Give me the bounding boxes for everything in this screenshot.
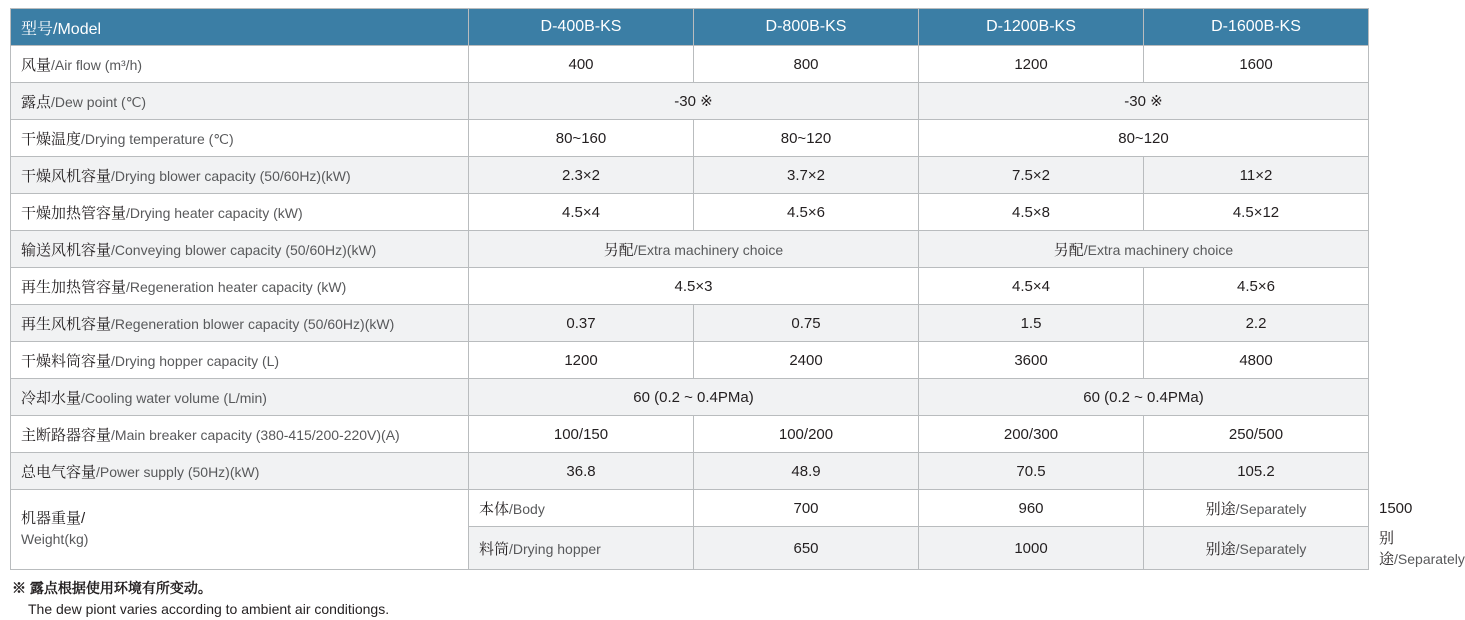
table-cell bbox=[469, 231, 919, 268]
row-label bbox=[11, 342, 469, 379]
weight-sub-cn: 本体 bbox=[479, 500, 510, 518]
value-text: 800 bbox=[793, 55, 819, 73]
row-label bbox=[11, 120, 469, 157]
header-label-en: /Model bbox=[53, 20, 102, 38]
table-cell bbox=[1144, 416, 1369, 453]
value-cn: 别途 bbox=[1205, 500, 1236, 518]
row-label-cn: 主断路器容量 bbox=[21, 426, 112, 444]
value-text: 2.3×2 bbox=[562, 166, 600, 184]
row-label-cn: 露点 bbox=[21, 93, 52, 111]
specification-table bbox=[10, 8, 1465, 570]
row-label bbox=[11, 231, 469, 268]
weight-cell bbox=[919, 490, 1144, 527]
value-text: 0.37 bbox=[566, 314, 596, 332]
table-cell bbox=[919, 416, 1144, 453]
value-text: 36.8 bbox=[566, 462, 596, 480]
footnote-cn: ※ 露点根据使用环境有所变动。 bbox=[12, 580, 212, 596]
value-en: /Extra machinery choice bbox=[633, 241, 784, 258]
weight-sub-en: /Drying hopper bbox=[509, 540, 601, 557]
row-label-en: /Dew point (℃) bbox=[51, 93, 147, 110]
value-text: 4.5×12 bbox=[1232, 203, 1280, 221]
table-cell bbox=[469, 305, 694, 342]
table-cell bbox=[694, 194, 919, 231]
table-row bbox=[11, 379, 1369, 416]
table-cell bbox=[469, 46, 694, 83]
table-cell bbox=[694, 46, 919, 83]
table-cell bbox=[694, 120, 919, 157]
value-text: 11×2 bbox=[1239, 166, 1273, 184]
table-cell bbox=[919, 120, 1369, 157]
row-label bbox=[11, 157, 469, 194]
weight-sub-cn: 料筒 bbox=[479, 540, 510, 558]
value-text: 1500 bbox=[1379, 499, 1413, 517]
row-label-cn: 干燥加热管容量 bbox=[21, 204, 127, 222]
weight-label-en: Weight(kg) bbox=[21, 530, 89, 547]
row-label-en: /Regeneration heater capacity (kW) bbox=[126, 278, 347, 295]
row-label-cn: 干燥温度 bbox=[21, 130, 82, 148]
value-text: 400 bbox=[568, 55, 594, 73]
value-en: /Extra machinery choice bbox=[1083, 241, 1234, 258]
header-model-2: D-800B-KS bbox=[694, 9, 919, 46]
table-cell bbox=[1144, 268, 1369, 305]
table-cell bbox=[1144, 46, 1369, 83]
row-label bbox=[11, 305, 469, 342]
weight-sub-label bbox=[469, 490, 694, 527]
footnote-en: The dew piont varies according to ambient air conditiongs. bbox=[28, 601, 390, 617]
table-cell bbox=[919, 453, 1144, 490]
value-text: 700 bbox=[793, 499, 819, 517]
table-cell bbox=[469, 416, 694, 453]
value-text: 4.5×4 bbox=[562, 203, 600, 221]
value-text: 48.9 bbox=[791, 462, 821, 480]
row-label-cn: 干燥料筒容量 bbox=[21, 352, 112, 370]
table-cell bbox=[694, 342, 919, 379]
value-text: 100/200 bbox=[778, 425, 834, 443]
row-label-en: /Conveying blower capacity (50/60Hz)(kW) bbox=[111, 241, 377, 258]
row-label bbox=[11, 453, 469, 490]
table-cell bbox=[919, 157, 1144, 194]
table-row bbox=[11, 194, 1369, 231]
table-cell bbox=[919, 305, 1144, 342]
table-row bbox=[11, 120, 1369, 157]
table-row bbox=[11, 157, 1369, 194]
table-cell bbox=[919, 268, 1144, 305]
row-label-en: /Drying temperature (℃) bbox=[81, 130, 234, 147]
weight-label-cn: 机器重量/ bbox=[21, 510, 86, 528]
table-cell bbox=[919, 231, 1369, 268]
row-label-en: /Drying heater capacity (kW) bbox=[126, 204, 303, 221]
value-text: 1.5 bbox=[1020, 314, 1042, 332]
table-header-row bbox=[11, 9, 1369, 46]
table-cell bbox=[919, 342, 1144, 379]
table-row bbox=[11, 83, 1369, 120]
value-en: /Separately bbox=[1235, 540, 1307, 557]
table-cell bbox=[469, 83, 919, 120]
row-label-cn: 冷却水量 bbox=[21, 389, 82, 407]
row-label-en: /Drying hopper capacity (L) bbox=[111, 352, 280, 369]
table-cell bbox=[919, 83, 1369, 120]
table-row bbox=[11, 268, 1369, 305]
value-text: 80~120 bbox=[780, 129, 832, 147]
value-text: 3600 bbox=[1014, 351, 1048, 369]
value-text: 4.5×6 bbox=[1237, 277, 1275, 295]
weight-cell bbox=[919, 527, 1144, 570]
value-text: 1000 bbox=[1014, 539, 1048, 557]
header-label-cn: 型号 bbox=[21, 20, 54, 38]
value-text: 250/500 bbox=[1228, 425, 1284, 443]
table-row bbox=[11, 46, 1369, 83]
value-text: 2400 bbox=[789, 351, 823, 369]
value-text: 105.2 bbox=[1237, 462, 1275, 480]
table-cell bbox=[1144, 157, 1369, 194]
row-label bbox=[11, 46, 469, 83]
row-label-en: /Regeneration blower capacity (50/60Hz)(kW) bbox=[111, 315, 395, 332]
table-cell bbox=[919, 379, 1369, 416]
value-text: 100/150 bbox=[553, 425, 609, 443]
value-en: /Separately bbox=[1235, 500, 1307, 517]
table-cell bbox=[1144, 453, 1369, 490]
value-cn: 别途 bbox=[1205, 540, 1236, 558]
weight-sub-label bbox=[469, 527, 694, 570]
table-row bbox=[11, 231, 1369, 268]
value-text: 70.5 bbox=[1016, 462, 1046, 480]
row-label-cn: 再生风机容量 bbox=[21, 315, 112, 333]
table-cell bbox=[1144, 342, 1369, 379]
row-label-cn: 总电气容量 bbox=[21, 463, 97, 481]
table-cell bbox=[919, 46, 1144, 83]
row-label-en: /Main breaker capacity (380-415/200-220V)(A) bbox=[111, 426, 400, 443]
table-row bbox=[11, 342, 1369, 379]
weight-cell bbox=[1144, 490, 1369, 527]
value-text: 1200 bbox=[1014, 55, 1048, 73]
value-text: 80~160 bbox=[555, 129, 607, 147]
weight-row bbox=[11, 490, 1369, 527]
value-text: 4800 bbox=[1239, 351, 1273, 369]
value-text: 0.75 bbox=[791, 314, 821, 332]
value-text: 650 bbox=[793, 539, 819, 557]
value-text: 4.5×4 bbox=[1012, 277, 1050, 295]
table-cell bbox=[694, 157, 919, 194]
value-text: 4.5×3 bbox=[674, 277, 713, 295]
weight-sub-en: /Body bbox=[509, 500, 545, 517]
header-model-label bbox=[11, 9, 469, 46]
value-cn: 另配 bbox=[1053, 241, 1084, 259]
row-label bbox=[11, 83, 469, 120]
table-cell bbox=[469, 379, 919, 416]
row-label-cn: 风量 bbox=[21, 56, 52, 74]
value-text: 3.7×2 bbox=[787, 166, 825, 184]
header-model-3: D-1200B-KS bbox=[919, 9, 1144, 46]
value-text: 2.2 bbox=[1245, 314, 1267, 332]
table-row bbox=[11, 305, 1369, 342]
row-label bbox=[11, 194, 469, 231]
weight-cell bbox=[694, 490, 919, 527]
weight-cell bbox=[1144, 527, 1369, 570]
value-text: -30 ※ bbox=[1124, 93, 1163, 110]
value-text: 7.5×2 bbox=[1012, 166, 1050, 184]
table-cell bbox=[1144, 194, 1369, 231]
weight-label bbox=[11, 490, 469, 570]
table-cell bbox=[469, 268, 919, 305]
table-cell bbox=[469, 453, 694, 490]
table-cell bbox=[469, 120, 694, 157]
value-text: 60 (0.2 ~ 0.4PMa) bbox=[633, 388, 754, 406]
table-cell bbox=[469, 342, 694, 379]
value-text: 80~120 bbox=[1118, 129, 1169, 147]
value-cn: 另配 bbox=[603, 241, 634, 259]
row-label bbox=[11, 416, 469, 453]
value-text: 1200 bbox=[564, 351, 598, 369]
table-cell bbox=[694, 416, 919, 453]
header-model-1: D-400B-KS bbox=[469, 9, 694, 46]
table-cell bbox=[919, 194, 1144, 231]
table-cell bbox=[469, 194, 694, 231]
table-row bbox=[11, 453, 1369, 490]
value-cn: 别途 bbox=[1379, 530, 1395, 568]
row-label bbox=[11, 379, 469, 416]
value-text: 60 (0.2 ~ 0.4PMa) bbox=[1083, 388, 1204, 406]
row-label-en: /Air flow (m³/h) bbox=[51, 56, 143, 73]
row-label-en: /Drying blower capacity (50/60Hz)(kW) bbox=[111, 167, 351, 184]
row-label-en: /Power supply (50Hz)(kW) bbox=[96, 463, 260, 480]
value-text: 1600 bbox=[1239, 55, 1273, 73]
value-text: 4.5×8 bbox=[1012, 203, 1050, 221]
row-label-cn: 再生加热管容量 bbox=[21, 278, 127, 296]
table-row bbox=[11, 416, 1369, 453]
row-label-cn: 输送风机容量 bbox=[21, 241, 112, 259]
value-text: -30 ※ bbox=[674, 93, 713, 110]
value-en: /Separately bbox=[1394, 551, 1465, 567]
value-text: 960 bbox=[1018, 499, 1044, 517]
header-model-4: D-1600B-KS bbox=[1144, 9, 1369, 46]
row-label bbox=[11, 268, 469, 305]
table-cell bbox=[1144, 305, 1369, 342]
table-cell bbox=[694, 305, 919, 342]
weight-cell bbox=[694, 527, 919, 570]
footnote bbox=[10, 578, 1368, 620]
table-cell bbox=[694, 453, 919, 490]
value-text: 4.5×6 bbox=[787, 203, 825, 221]
row-label-cn: 干燥风机容量 bbox=[21, 167, 112, 185]
row-label-en: /Cooling water volume (L/min) bbox=[81, 389, 267, 406]
table-cell bbox=[469, 157, 694, 194]
value-text: 200/300 bbox=[1003, 425, 1059, 443]
